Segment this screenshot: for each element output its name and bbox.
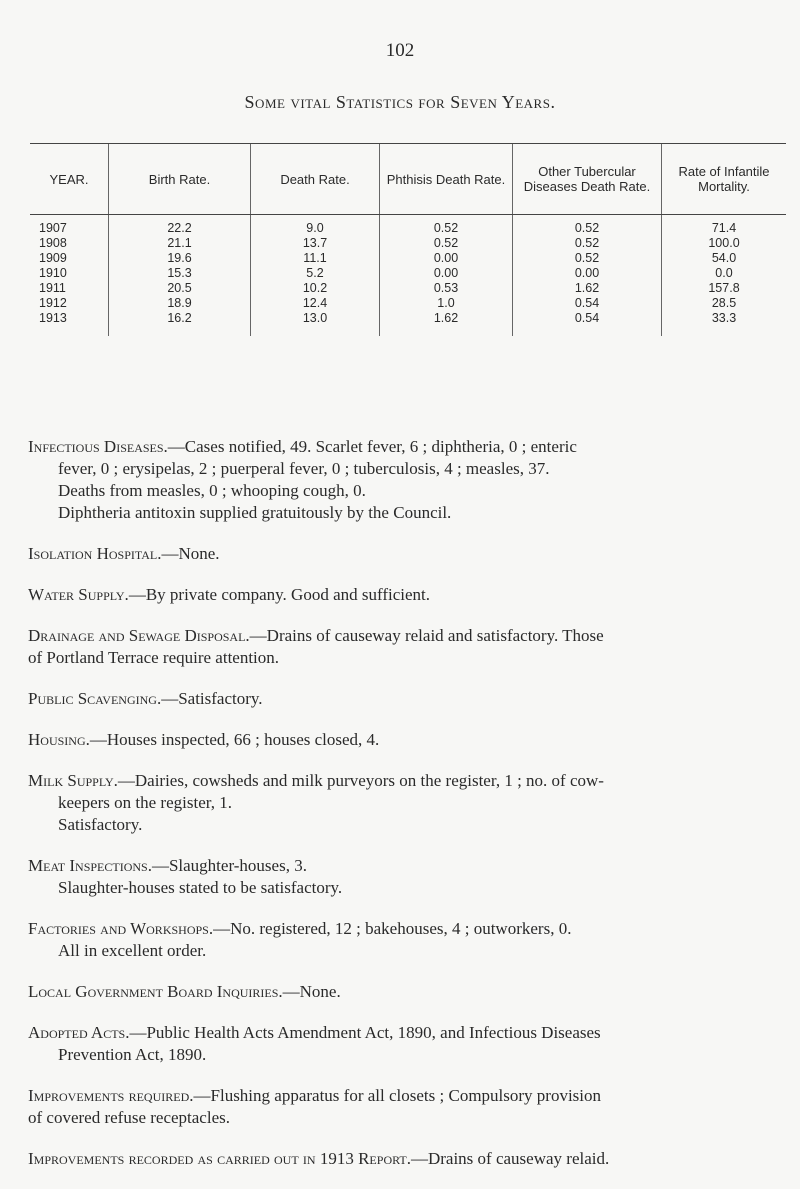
cell-phthisis: 0.00 [380, 266, 513, 281]
text-line: of Portland Terrace require attention. [28, 648, 280, 667]
section-text: —None. [161, 544, 220, 563]
cell-phthisis: 0.53 [380, 281, 513, 296]
table-row [30, 311, 786, 336]
cell-birth-rate: 19.6 [109, 251, 251, 266]
public-scavenging-section [28, 688, 788, 710]
meat-inspections-section [28, 855, 788, 899]
page-title: Some vital Statistics for Seven Years. [244, 92, 556, 112]
text-line [28, 855, 788, 877]
water-supply-section [28, 584, 788, 606]
cell-birth-rate: 16.2 [109, 311, 251, 336]
text-line [28, 625, 788, 647]
cell-other-tubercular: 0.52 [513, 215, 662, 237]
table-row [30, 266, 786, 281]
text-line: of covered refuse receptacles. [28, 1108, 230, 1127]
header-phthisis-death-rate: Phthisis Death Rate. [380, 144, 513, 215]
header-infantile-mortality: Rate of Infantile Mortality. [662, 144, 787, 215]
text-line [28, 1085, 788, 1107]
header-other-tubercular-death-rate: Other Tubercular Diseases Death Rate. [513, 144, 662, 215]
section-text: —Drains of causeway relaid and satisfactory. Those [249, 626, 604, 645]
text-line: fever, 0 ; erysipelas, 2 ; puerperal fever, 0 ; tuberculosis, 4 ; measles, 37. [58, 459, 550, 478]
section-heading: Improvements recorded as carried out in 1913 Report. [28, 1149, 411, 1168]
cell-year: 1911 [39, 281, 66, 295]
cell-birth-rate: 18.9 [109, 296, 251, 311]
header-death-rate: Death Rate. [251, 144, 380, 215]
cell-death-rate: 9.0 [251, 215, 380, 237]
cell-infantile-mortality: 100.0 [662, 236, 787, 251]
cell-phthisis: 0.52 [380, 236, 513, 251]
section-text: —Flushing apparatus for all closets ; Compulsory provision [193, 1086, 602, 1105]
housing-section [28, 729, 788, 751]
cell-death-rate: 13.0 [251, 311, 380, 336]
cell-other-tubercular: 1.62 [513, 281, 662, 296]
cell-other-tubercular: 0.54 [513, 311, 662, 336]
cell-year: 1908 [39, 236, 67, 250]
lgb-inquiries-section [28, 981, 788, 1003]
report-body [28, 436, 788, 1189]
cell-death-rate: 10.2 [251, 281, 380, 296]
table-row [30, 251, 786, 266]
cell-year: 1913 [39, 311, 67, 325]
section-text: —Cases notified, 49. Scarlet fever, 6 ; diphtheria, 0 ; enteric [167, 437, 577, 456]
improvements-recorded-section [28, 1148, 788, 1170]
table-row [30, 296, 786, 311]
factories-section [28, 918, 788, 962]
section-heading: Drainage and Sewage Disposal. [28, 626, 250, 645]
cell-infantile-mortality: 157.8 [662, 281, 787, 296]
section-text: —Drains of causeway relaid. [410, 1149, 610, 1168]
text-line [28, 584, 788, 606]
text-line: Satisfactory. [58, 815, 143, 834]
section-heading: Improvements required. [28, 1086, 194, 1105]
cell-phthisis: 1.0 [380, 296, 513, 311]
text-line [28, 688, 788, 710]
improvements-required-section [28, 1085, 788, 1129]
cell-phthisis: 0.00 [380, 251, 513, 266]
cell-year: 1909 [39, 251, 67, 265]
vital-statistics-table [30, 143, 786, 336]
section-text: —No. registered, 12 ; bakehouses, 4 ; outworkers, 0. [213, 919, 572, 938]
section-heading: Water Supply. [28, 585, 129, 604]
header-birth-rate: Birth Rate. [109, 144, 251, 215]
section-text: —Slaughter-houses, 3. [151, 856, 307, 875]
cell-other-tubercular: 0.52 [513, 251, 662, 266]
cell-birth-rate: 21.1 [109, 236, 251, 251]
text-line [28, 1022, 788, 1044]
cell-death-rate: 13.7 [251, 236, 380, 251]
text-line: Deaths from measles, 0 ; whooping cough, 0. [58, 481, 366, 500]
text-line [28, 1148, 788, 1170]
section-text: —Satisfactory. [161, 689, 263, 708]
section-text: —None. [282, 982, 341, 1001]
cell-death-rate: 12.4 [251, 296, 380, 311]
text-line [28, 918, 788, 940]
table-row [30, 281, 786, 296]
cell-infantile-mortality: 28.5 [662, 296, 787, 311]
text-line: keepers on the register, 1. [58, 793, 232, 812]
cell-phthisis: 0.52 [380, 215, 513, 237]
text-line [28, 543, 788, 565]
cell-birth-rate: 15.3 [109, 266, 251, 281]
cell-phthisis: 1.62 [380, 311, 513, 336]
text-line: All in excellent order. [58, 941, 207, 960]
table-header-row [30, 144, 786, 215]
cell-death-rate: 11.1 [251, 251, 380, 266]
section-heading: Local Government Board Inquiries. [28, 982, 283, 1001]
text-line [28, 981, 788, 1003]
section-heading: Housing. [28, 730, 90, 749]
section-heading: Public Scavenging. [28, 689, 162, 708]
milk-supply-section [28, 770, 788, 836]
drainage-section [28, 625, 788, 669]
section-heading: Adopted Acts. [28, 1023, 130, 1042]
section-text: —Dairies, cowsheds and milk purveyors on the register, 1 ; no. of cow- [117, 771, 604, 790]
cell-infantile-mortality: 33.3 [662, 311, 787, 336]
section-heading: Meat Inspections. [28, 856, 152, 875]
section-heading: Infectious Diseases. [28, 437, 168, 456]
cell-birth-rate: 20.5 [109, 281, 251, 296]
text-line: Prevention Act, 1890. [58, 1045, 207, 1064]
text-line [28, 770, 788, 792]
text-line: Diphtheria antitoxin supplied gratuitously by the Council. [58, 503, 452, 522]
text-line [28, 729, 788, 751]
section-heading: Isolation Hospital. [28, 544, 162, 563]
infectious-diseases-section [28, 436, 788, 524]
adopted-acts-section [28, 1022, 788, 1066]
section-text: —Public Health Acts Amendment Act, 1890, and Infectious Diseases [129, 1023, 601, 1042]
table-row [30, 236, 786, 251]
cell-infantile-mortality: 54.0 [662, 251, 787, 266]
page-number: 102 [385, 40, 415, 61]
text-line [28, 436, 788, 458]
section-heading: Factories and Workshops. [28, 919, 214, 938]
cell-infantile-mortality: 71.4 [662, 215, 787, 237]
isolation-hospital-section [28, 543, 788, 565]
section-text: —Houses inspected, 66 ; houses closed, 4. [89, 730, 380, 749]
table-row [30, 215, 786, 237]
cell-other-tubercular: 0.54 [513, 296, 662, 311]
cell-birth-rate: 22.2 [109, 215, 251, 237]
cell-death-rate: 5.2 [251, 266, 380, 281]
cell-year: 1910 [39, 266, 67, 280]
header-year: YEAR. [30, 144, 109, 215]
cell-infantile-mortality: 0.0 [662, 266, 787, 281]
text-line: Slaughter-houses stated to be satisfactory. [58, 878, 343, 897]
section-text: —By private company. Good and sufficient. [128, 585, 431, 604]
cell-other-tubercular: 0.00 [513, 266, 662, 281]
section-heading: Milk Supply. [28, 771, 118, 790]
cell-other-tubercular: 0.52 [513, 236, 662, 251]
cell-year: 1907 [39, 221, 67, 235]
cell-year: 1912 [39, 296, 67, 310]
